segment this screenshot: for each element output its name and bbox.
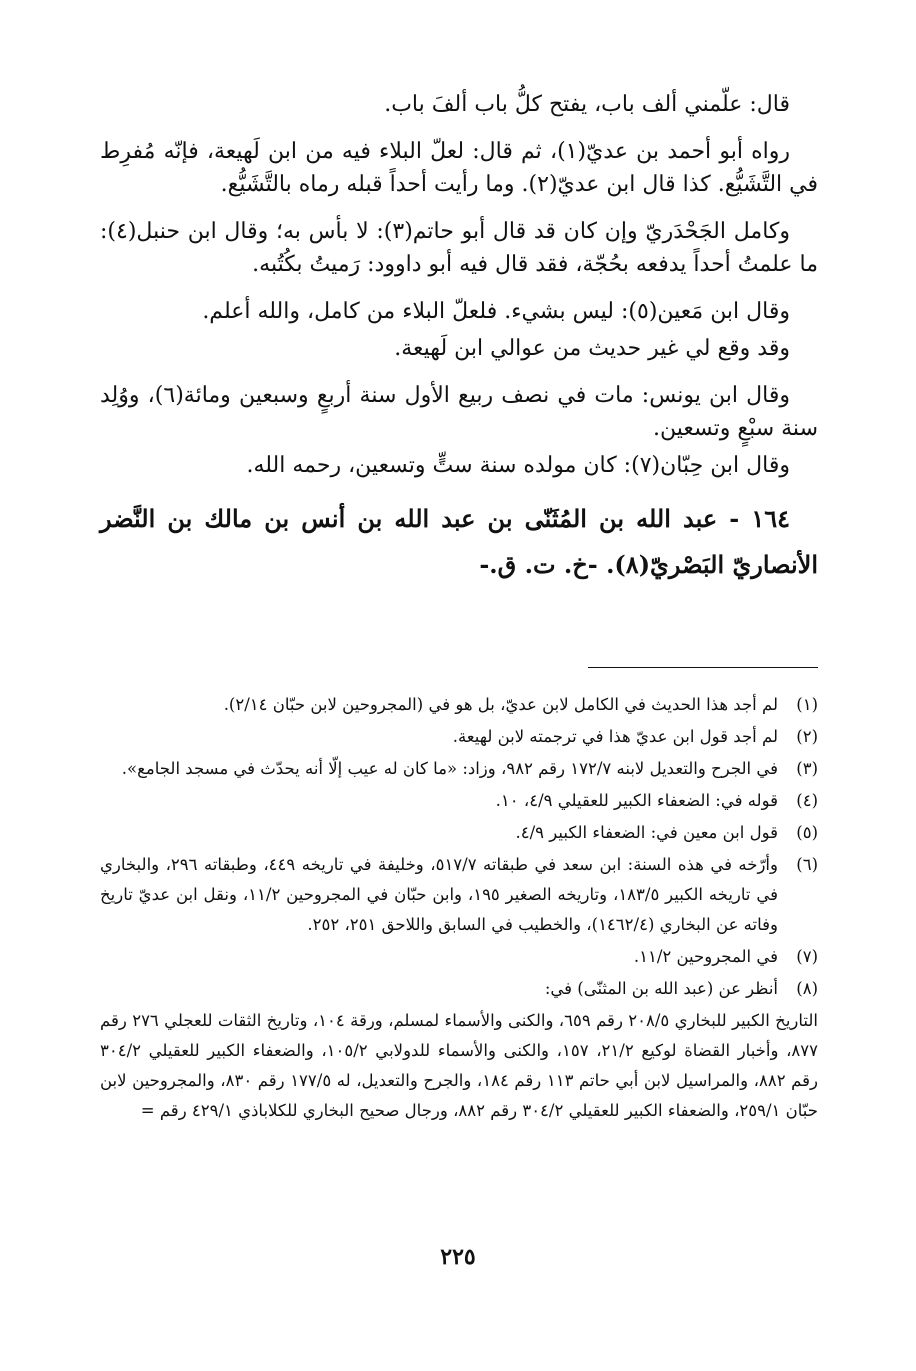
paragraph-5: وقد وقع لي غير حديث من عوالي ابن لَهيعة.: [394, 336, 790, 361]
footnote-separator: [588, 667, 818, 668]
footnote-text: قول ابن معين في: الضعفاء الكبير ٤/٩.: [515, 823, 778, 842]
footnote-1: [100, 690, 818, 720]
footnote-7: [100, 942, 818, 972]
paragraph-4: وقال ابن مَعين(٥): ليس بشيء. فلعلّ البلاء من كامل، والله أعلم.: [202, 299, 790, 324]
footnote-4: [100, 786, 818, 816]
footnote-8: [100, 974, 818, 1004]
footnote-number: (٣): [796, 759, 818, 778]
footnote-number: (٢): [796, 727, 818, 746]
footnote-number: (٤): [796, 791, 818, 810]
footnote-text: أنظر عن (عبد الله بن المثنّى) في:: [544, 979, 778, 998]
paragraph-1: قال: علّمني ألف باب، يفتح كلُّ باب ألفَ باب.: [384, 92, 790, 117]
footnote-number: (٧): [796, 947, 818, 966]
paragraph-6: وقال ابن يونس: مات في نصف ربيع الأول سنة أربعٍ وسبعين ومائة(٦)، ووُلِد سنة سبْعٍ وتسعين.: [100, 383, 818, 441]
paragraph-7: وقال ابن حِبّان(٧): كان مولده سنة ستٍّ وتسعين، رحمه الله.: [246, 453, 790, 478]
paragraph-2: رواه أبو أحمد بن عديّ(١)، ثم قال: لعلّ البلاء فيه من ابن لَهيعة، فإنّه مُفرِط في التَّشَيُّع. كذا قال ابن عديّ(٢). وما رأيت أحداً قبله رماه بالتَّشَيُّع.: [100, 139, 818, 197]
footnote-number: (٨): [796, 979, 818, 998]
footnotes: [100, 690, 818, 1126]
footnote-2: [100, 722, 818, 752]
footnote-6: [100, 850, 818, 940]
footnote-number: (١): [796, 695, 818, 714]
footnote-number: (٥): [796, 823, 818, 842]
footnote-8-body: التاريخ الكبير للبخاري ٢٠٨/٥ رقم ٦٥٩، والكنى والأسماء لمسلم، ورقة ١٠٤، وتاريخ الثقات للعجلي ٢٧٦ رقم ٨٧٧، وأخبار القضاة لوكيع ٢١/٢، ١٥٧، والكنى والأسماء للدولابي ١٠٥/٢، والضعفاء الكبير للعقيلي ٣٠٤/٢ رقم ٨٨٢، والمراسيل لابن أبي حاتم ١١٣ رقم ١٨٤، والجرح والتعديل، له ١٧٧/٥ رقم ٨٣٠، والمجروحين لابن حبّان ٢٥٩/١، والضعفاء الكبير للعقيلي ٣٠٤/٢ رقم ٨٨٢، ورجال صحيح البخاري للكلاباذي ٤٢٩/١ رقم =: [100, 1011, 819, 1120]
footnote-text: وأرّخه في هذه السنة: ابن سعد في طبقاته ٥١٧/٧، وخليفة في تاريخه ٤٤٩، وطبقاته ٢٩٦، والبخاري في تاريخه الكبير ١٨٣/٥، وتاريخه الصغير ١٩٥، وابن حبّان في المجروحين ١١/٢، ونقل ابن عديّ تاريخ وفاته عن البخاري (١٤٦٢/٤)، والخطيب في السابق واللاحق ٢٥١، ٢٥٢.: [100, 855, 778, 934]
main-text: [100, 88, 818, 602]
footnote-text: قوله في: الضعفاء الكبير للعقيلي ٤/٩، ١٠.: [495, 791, 778, 810]
footnote-5: [100, 818, 818, 848]
footnote-text: في الجرح والتعديل لابنه ١٧٢/٧ رقم ٩٨٢، وزاد: «ما كان له عيب إلّا أنه يحدّث في مسجد الجامع».: [121, 759, 778, 778]
paragraph-3: وكامل الجَحْدَريّ وإن كان قد قال أبو حاتم(٣): لا بأس به؛ وقال ابن حنبل(٤): ما علمتُ أحداً يدفعه بحُجّة، فقد قال فيه أبو داوود: رَميتُ بكُتُبه.: [100, 219, 818, 277]
entry-heading: ١٦٤ - عبد الله بن المُثَنّى بن عبد الله بن أنس بن مالك بن النَّضر الأنصاريّ البَصْريّ(٨). -خ. ت. ق.-: [100, 504, 818, 579]
footnote-number: (٦): [796, 855, 818, 874]
page-number: ٢٢٥: [440, 1244, 476, 1270]
footnote-text: لم أجد هذا الحديث في الكامل لابن عديّ، بل هو في (المجروحين لابن حبّان ٢/١٤).: [223, 695, 778, 714]
footnote-text: في المجروحين ١١/٢.: [633, 947, 778, 966]
footnote-3: [100, 754, 818, 784]
footnote-text: لم أجد قول ابن عديّ هذا في ترجمته لابن لهيعة.: [452, 727, 778, 746]
